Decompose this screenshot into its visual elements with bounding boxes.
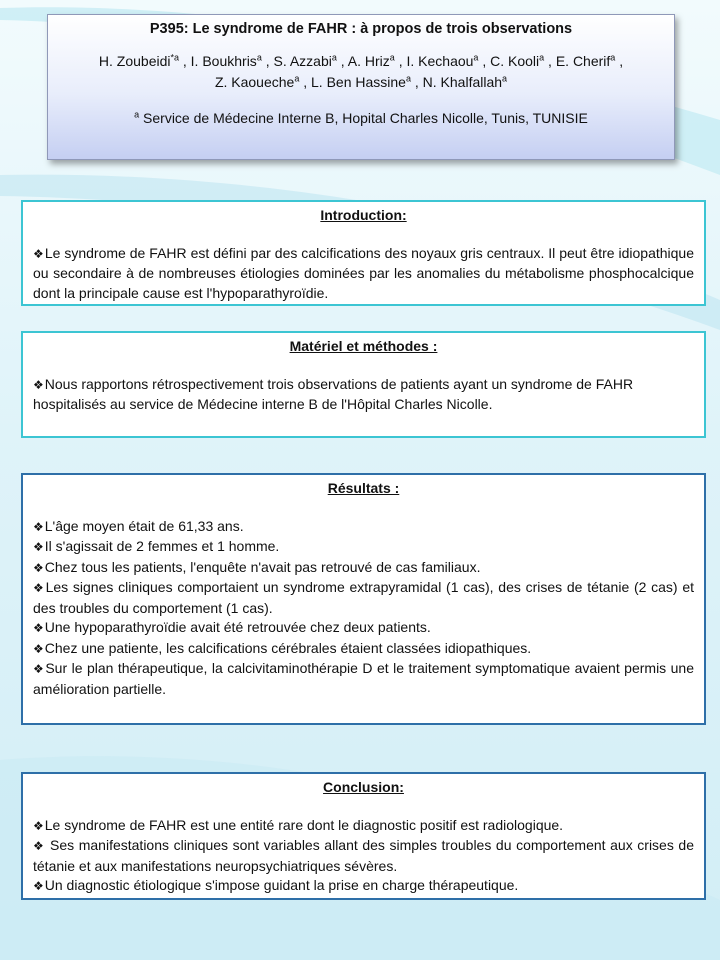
- affiliation: [48, 110, 674, 126]
- bullet-text: Sur le plan thérapeutique, la calcivitaminothérapie D et le traitement symptomatique avaient permis une amélioration partielle.: [33, 660, 695, 697]
- conclusion-heading: Conclusion:: [323, 779, 404, 795]
- bullet-item: [33, 639, 694, 660]
- bullet-item: [33, 558, 694, 579]
- author-affiliation-marker: a: [256, 52, 262, 63]
- author-name: Z. Kaoueche: [214, 74, 295, 90]
- diamond-bullet-icon: ❖: [33, 839, 45, 853]
- bullet-item: [33, 375, 694, 415]
- resultats-section: [21, 473, 706, 725]
- bullet-item: [33, 618, 694, 639]
- introduction-bullets: [33, 244, 694, 304]
- author-affiliation-marker: a: [405, 73, 411, 84]
- author-name: N. Khalfallah: [422, 74, 503, 90]
- bullet-text: Les signes cliniques comportaient un syndrome extrapyramidal (1 cas), des crises de tétanie (2 cas) et des troubles du comportement (1 cas).: [33, 579, 694, 616]
- methodes-heading: Matériel et méthodes :: [289, 338, 438, 354]
- authors-line-2: Z. Kaoueche$^a$ , L. Ben Hassine$^a$ , N. Khalfallah$^a$: [214, 73, 508, 90]
- bullet-text: Une hypoparathyroïdie avait été retrouvée chez deux patients.: [44, 619, 431, 635]
- diamond-bullet-icon: ❖: [33, 540, 44, 554]
- author-name: C. Kooli: [490, 53, 540, 69]
- introduction-section: [21, 200, 706, 306]
- bullet-text: Il s'agissait de 2 femmes et 1 homme.: [44, 538, 280, 554]
- diamond-bullet-icon: ❖: [33, 621, 44, 635]
- author-affiliation-marker: a: [389, 52, 395, 63]
- methodes-bullets: [33, 375, 694, 415]
- resultats-bullets: [33, 517, 694, 700]
- diamond-bullet-icon: ❖: [33, 641, 44, 656]
- author-affiliation-marker: a: [539, 52, 545, 63]
- resultats-heading: Résultats :: [327, 480, 400, 496]
- author-affiliation-marker: a: [294, 73, 300, 84]
- author-name: S. Azzabi: [273, 53, 332, 69]
- diamond-bullet-icon: ❖: [33, 246, 44, 261]
- diamond-bullet-icon: ❖: [33, 519, 44, 534]
- author-affiliation-marker: *a: [170, 52, 179, 63]
- author-name: L. Ben Hassine: [311, 74, 406, 90]
- author-name: E. Cherif: [555, 53, 611, 69]
- diamond-bullet-icon: ❖: [33, 662, 45, 676]
- bullet-text: Le syndrome de FAHR est une entité rare dont le diagnostic positif est radiologique.: [44, 816, 564, 833]
- author-affiliation-marker: a: [502, 73, 508, 84]
- conclusion-bullets: [33, 816, 694, 897]
- author-name: H. Zoubeidi: [98, 53, 171, 69]
- diamond-bullet-icon: ❖: [33, 581, 45, 595]
- introduction-heading: Introduction:: [320, 207, 407, 223]
- bullet-text: Ses manifestations cliniques sont variables allant des simples troubles du comportement aux crises de tétanie et aux manifestations neuropsychiatriques sévères.: [33, 837, 694, 874]
- bullet-text: Un diagnostic étiologique s'impose guidant la prise en charge thérapeutique.: [44, 877, 519, 893]
- bullet-item: [33, 517, 694, 538]
- affiliation-marker: a: [134, 109, 140, 120]
- affiliation-text: Service de Médecine Interne B, Hopital Charles Nicolle, Tunis, TUNISIE: [143, 110, 588, 126]
- bullet-item: [33, 244, 694, 304]
- diamond-bullet-icon: ❖: [33, 560, 44, 575]
- author-affiliation-marker: a: [473, 52, 479, 63]
- author-name: A. Hriz: [347, 53, 390, 69]
- bullet-item: [33, 836, 694, 876]
- authors-line-1: H. Zoubeidi$^{*a}$ , I. Boukhris$^a$ , S. Azzabi$^a$ , A. Hriz$^a$ , I. Kechaou$^a$ , C. Kooli$^a$ , E. Cherif$^a$ ,: [98, 52, 624, 69]
- bullet-item: [33, 876, 694, 897]
- conclusion-section: [21, 772, 706, 900]
- bullet-item: [33, 537, 694, 558]
- bullet-text: L'âge moyen était de 61,33 ans.: [44, 517, 244, 534]
- author-affiliation-marker: a: [610, 52, 616, 63]
- poster-title: P395: Le syndrome de FAHR : à propos de trois observations: [149, 21, 573, 37]
- methodes-section: [21, 331, 706, 438]
- bullet-text: Chez tous les patients, l'enquête n'avait pas retrouvé de cas familiaux.: [44, 558, 481, 575]
- diamond-bullet-icon: ❖: [33, 818, 44, 833]
- poster-header: [47, 14, 675, 160]
- bullet-item: [33, 659, 694, 699]
- author-affiliation-marker: a: [331, 52, 337, 63]
- diamond-bullet-icon: ❖: [33, 879, 44, 893]
- bullet-item: [33, 816, 694, 837]
- diamond-bullet-icon: ❖: [33, 377, 44, 392]
- bullet-text: Nous rapportons rétrospectivement trois observations de patients ayant un syndrome de FAHR hospitalisés au service de Médecine interne B de l'Hôpital Charles Nicolle.: [33, 375, 634, 412]
- author-name: I. Boukhris: [190, 53, 257, 69]
- bullet-item: [33, 578, 694, 618]
- bullet-text: Le syndrome de FAHR est défini par des calcifications des noyaux gris centraux. Il peut être idiopathique ou secondaire à de nombreuses étiologies dominées par les anomalies du métabolisme phosphocalcique dont la principale cause est l'hypoparathyroïdie.: [33, 244, 694, 301]
- bullet-text: Chez une patiente, les calcifications cérébrales étaient classées idiopathiques.: [44, 639, 532, 656]
- author-name: I. Kechaou: [406, 53, 474, 69]
